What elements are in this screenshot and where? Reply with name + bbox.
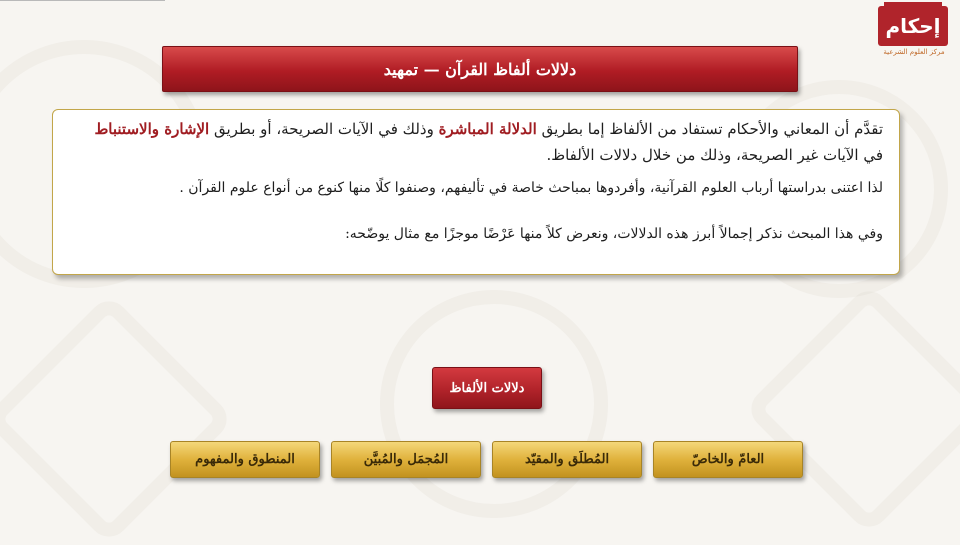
intro-text: وذلك في الآيات الصريحة، أو بطريق	[209, 120, 439, 138]
intro-text-box	[52, 109, 900, 275]
background-ornament	[0, 293, 235, 545]
ambiguous-clarified-button[interactable]: المُجمَل والمُبيَّن	[331, 441, 481, 478]
absolute-restricted-button[interactable]: المُطلَق والمقيّد	[492, 441, 642, 478]
word-indications-button[interactable]: دلالات الألفاظ	[432, 367, 542, 409]
intro-paragraph-3: وفي هذا المبحث نذكر إجمالاً أبرز هذه الدلالات، ونعرض كلاً منها عَرْضًا موجزًا مع مثال يوضّحه:	[345, 226, 883, 242]
highlight-direct-indication: الدلالة المباشرة	[438, 120, 537, 138]
general-specific-button[interactable]: العامّ والخاصّ	[653, 441, 803, 478]
logo	[878, 6, 952, 68]
highlight-inference: الإشارة والاستنباط	[94, 120, 210, 138]
page-title: دلالات ألفاظ القرآن — تمهيد	[162, 46, 798, 92]
explicit-implicit-button[interactable]: المنطوق والمفهوم	[170, 441, 320, 478]
intro-paragraph-2: لذا اعتنى بدراستها أرباب العلوم القرآنية، وأفردوها بمباحث خاصة في تأليفهم، وصنفوا كلًا منها كنوع من أنواع علوم القرآن .	[179, 180, 883, 196]
intro-text: تقدَّم أن المعاني والأحكام تستفاد من الألفاظ إما بطريق	[536, 120, 883, 138]
top-divider	[0, 0, 165, 1]
intro-text: في الآيات غير الصريحة، وذلك من خلال دلالات الألفاظ.	[546, 146, 883, 164]
background-ornament	[743, 283, 960, 535]
logo-mark: إحكام	[878, 6, 948, 46]
intro-paragraph-1	[73, 116, 883, 168]
logo-subtitle: مركز العلوم الشرعية	[883, 48, 945, 56]
